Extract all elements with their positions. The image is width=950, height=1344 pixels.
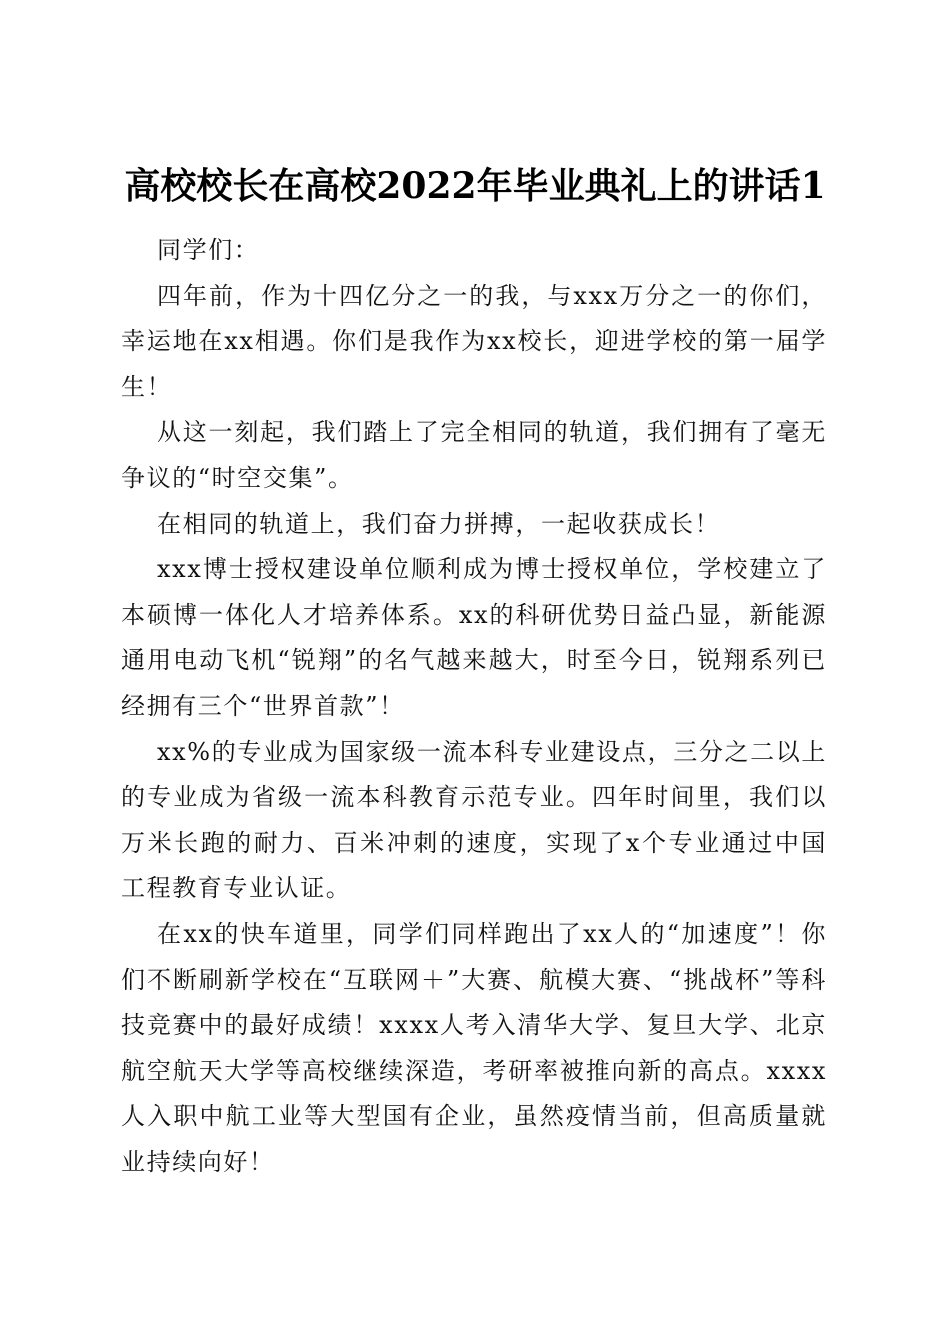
- paragraph-3: 在相同的轨道上，我们奋力拼搏，一起收获成长！: [157, 509, 721, 538]
- paragraph-5: xx%的专业成为国家级一流本科专业建设点，三分之二以上的专业成为省级一流本科教育示范专业。四年时间里，我们以万米长跑的耐力、百米冲刺的速度，实现了x个专业通过中国工程教育专业认证。: [121, 737, 827, 903]
- paragraph-2: 从这一刻起，我们踏上了完全相同的轨道，我们拥有了毫无争议的“时空交集”。: [121, 418, 827, 492]
- paragraph-greeting: 同学们：: [157, 236, 260, 264]
- paragraph-6: 在xx的快车道里，同学们同样跑出了xx人的“加速度”！你们不断刷新学校在“互联网＋”大赛、航模大赛、“挑战杯”等科技竞赛中的最好成绩！xxxx人考入清华大学、复旦大学、北京航空航天大学等高校继续深造，考研率被推向新的高点。xxxx人入职中航工业等大型国有企业，虽然疫情当前，但高质量就业持续向好！: [121, 919, 827, 1176]
- paragraph-1: 四年前，作为十四亿分之一的我，与xxx万分之一的你们，幸运地在xx相遇。你们是我作为xx校长，迎进学校的第一届学生！: [121, 281, 827, 401]
- paragraph-4: xxx博士授权建设单位顺利成为博士授权单位，学校建立了本硕博一体化人才培养体系。xx的科研优势日益凸显，新能源通用电动飞机“锐翔”的名气越来越大，时至今日，锐翔系列已经拥有三个“世界首款”！: [121, 555, 827, 720]
- document-title: 高校校长在高校2022年毕业典礼上的讲话1: [124, 165, 826, 208]
- document-body: [121, 228, 827, 1185]
